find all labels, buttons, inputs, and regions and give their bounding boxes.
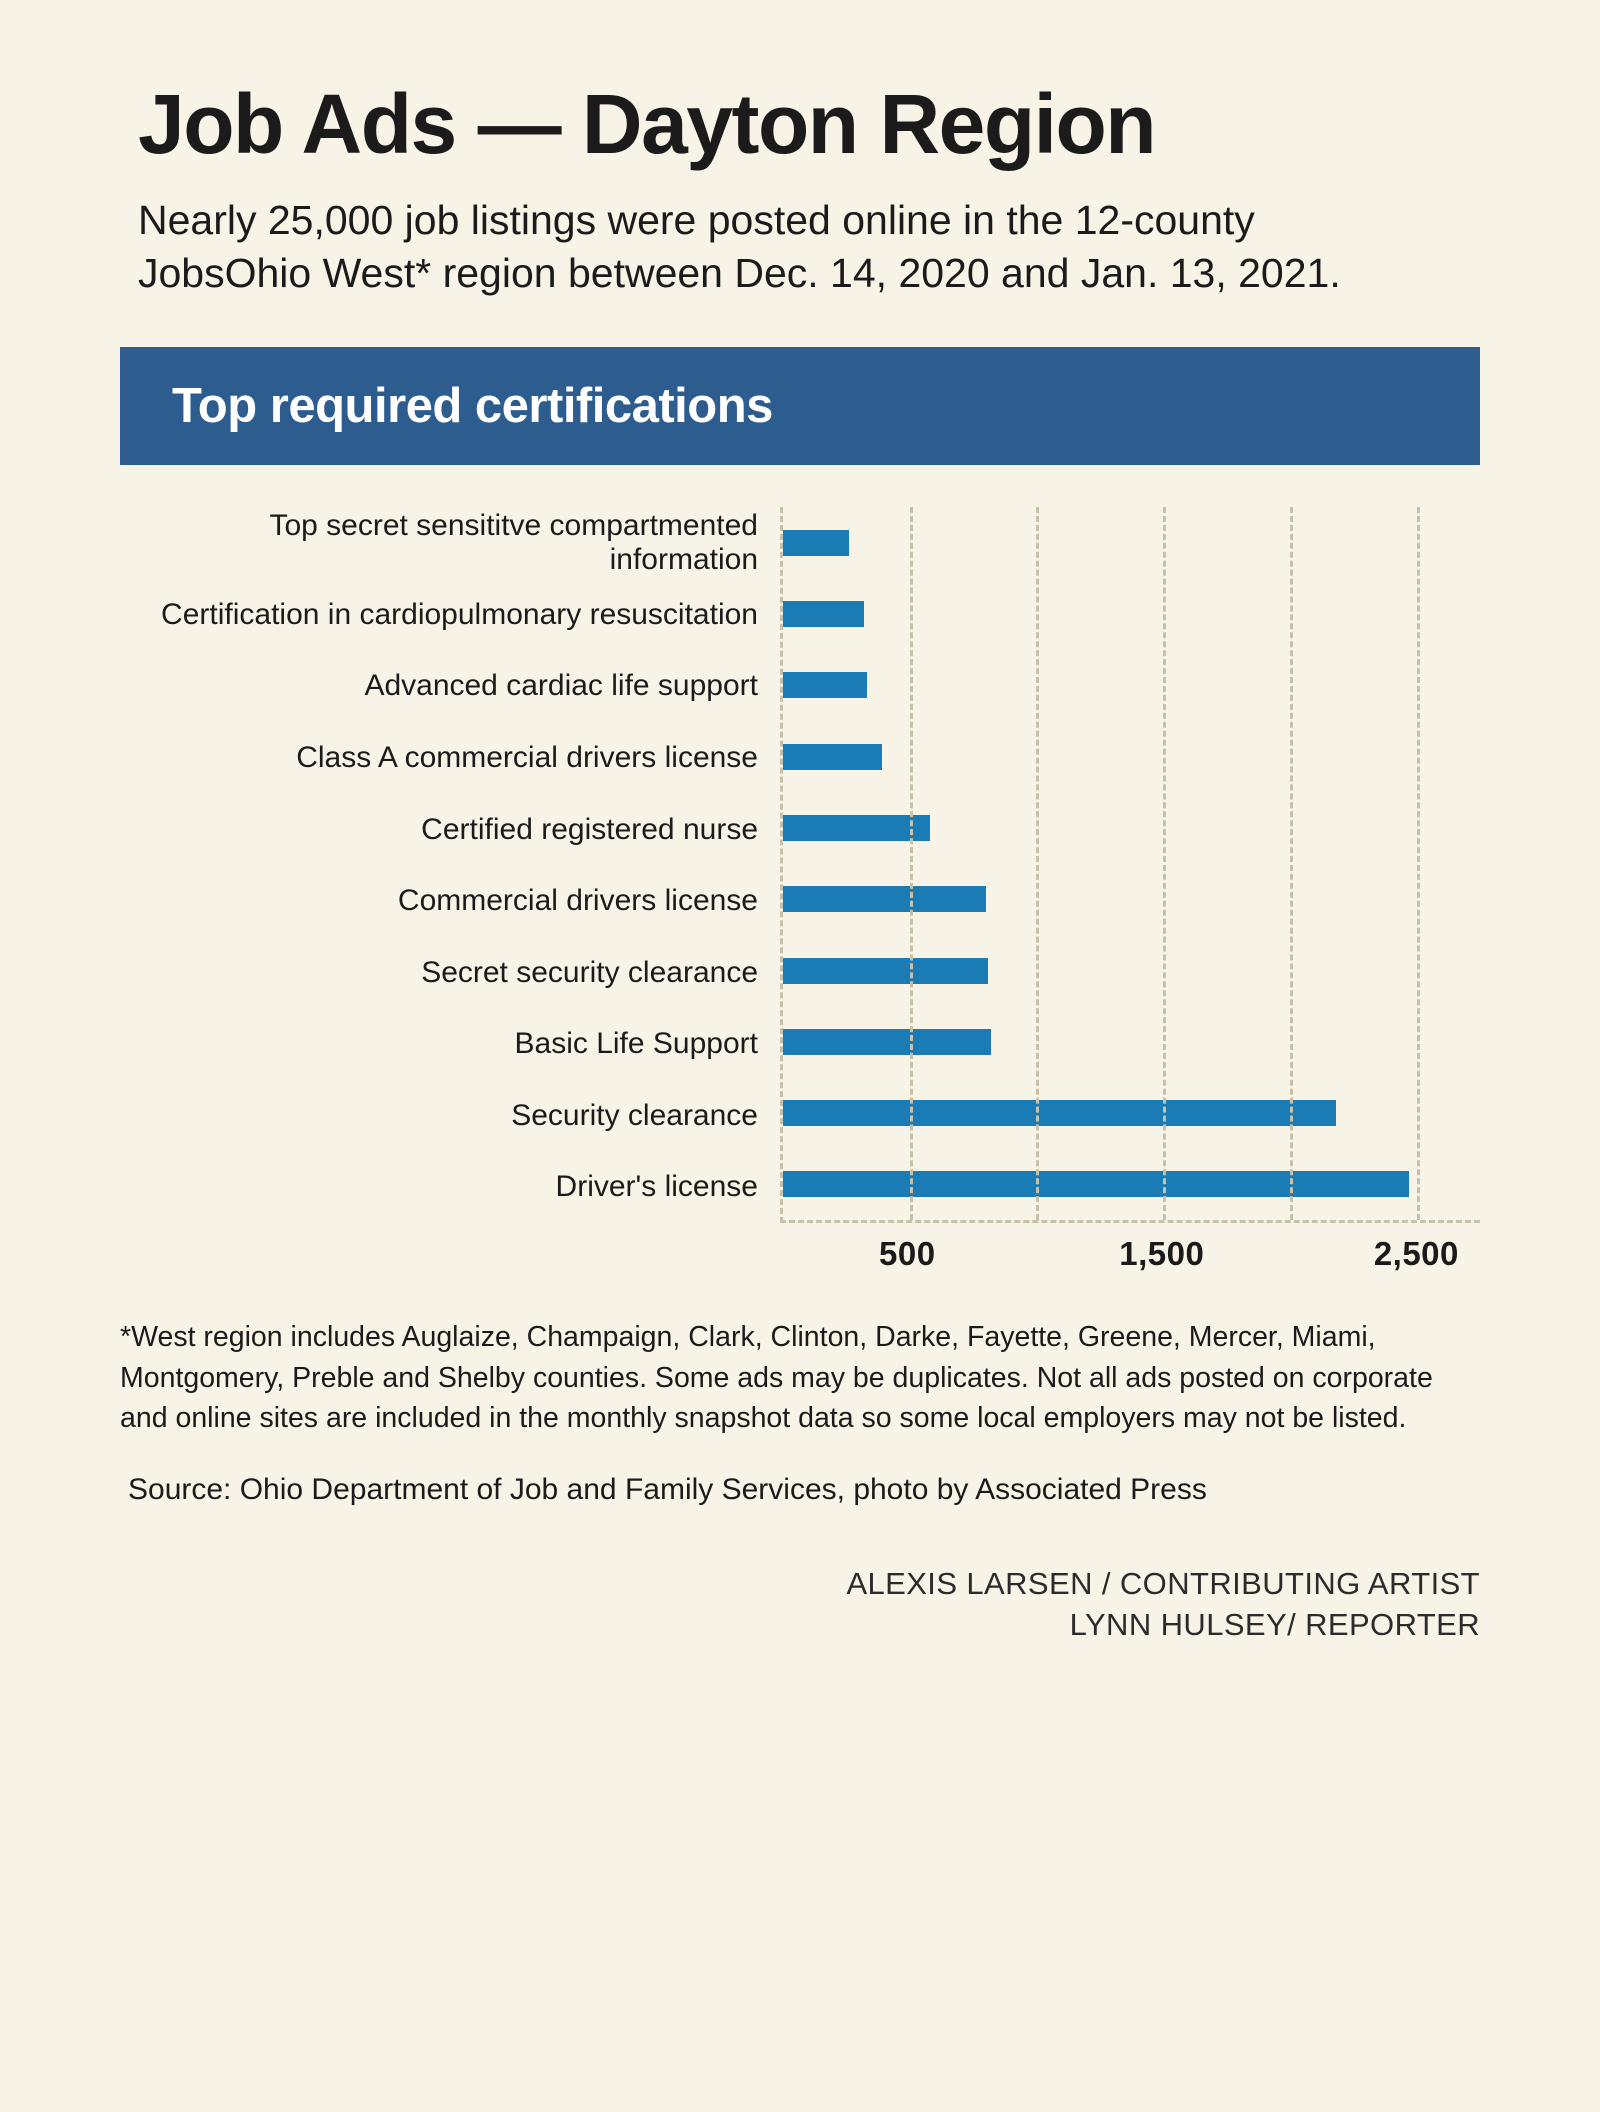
bar	[783, 1100, 1336, 1126]
bar-row	[783, 792, 1480, 863]
bar	[783, 601, 864, 627]
bar	[783, 530, 849, 556]
bar-row	[783, 650, 1480, 721]
bar-chart	[120, 507, 1480, 1307]
category-label: Secret security clearance	[421, 955, 758, 989]
gridline	[1290, 507, 1293, 1220]
bar	[783, 1171, 1409, 1197]
gridline	[1036, 507, 1039, 1220]
bar-row	[783, 864, 1480, 935]
category-labels	[120, 507, 780, 1223]
gridline	[1417, 507, 1420, 1220]
category-label: Commercial drivers license	[397, 884, 758, 918]
footnote: *West region includes Auglaize, Champaign, Clark, Clinton, Darke, Fayette, Greene, Mercer, Miami, Montgomery, Preble and Shelby counties. Some ads may be duplicates. Not all ads posted on corporate and online sites are included in the monthly snapshot data so some local employers may not be listed.	[120, 1321, 1433, 1435]
bar-row	[783, 935, 1480, 1006]
bar-row	[783, 1006, 1480, 1077]
bar-row	[783, 1078, 1480, 1149]
category-label: Driver's license	[555, 1170, 758, 1204]
bar-series	[783, 507, 1480, 1220]
category-label: Certification in cardiopulmonary resuscitation	[161, 597, 758, 631]
category-label: Class A commercial drivers license	[296, 740, 758, 774]
x-tick-label: 2,500	[1373, 1235, 1459, 1273]
category-label: Certified registered nurse	[421, 812, 758, 846]
page-title: Job Ads — Dayton Region	[138, 77, 1156, 171]
section-header-band	[120, 347, 1480, 465]
page-subtitle: Nearly 25,000 job listings were posted online in the 12-county JobsOhio West* region between Dec. 14, 2020 and Jan. 13, 2021.	[138, 197, 1341, 296]
gridline	[1163, 507, 1166, 1220]
x-tick-label: 500	[878, 1235, 936, 1273]
bar	[783, 815, 930, 841]
bar-row	[783, 721, 1480, 792]
bar	[783, 958, 988, 984]
bar	[783, 886, 986, 912]
credit-artist: ALEXIS LARSEN / CONTRIBUTING ARTIST	[846, 1565, 1480, 1601]
x-axis-ticks	[780, 1223, 1480, 1293]
category-label: Security clearance	[511, 1098, 758, 1132]
category-label: Advanced cardiac life support	[364, 669, 758, 703]
bar	[783, 744, 882, 770]
bar-row	[783, 1149, 1480, 1220]
gridline	[910, 507, 913, 1220]
bar	[783, 1029, 991, 1055]
bar-row	[783, 578, 1480, 649]
category-label: Basic Life Support	[514, 1027, 758, 1061]
x-tick-label: 1,500	[1119, 1235, 1205, 1273]
section-title: Top required certifications	[172, 379, 773, 434]
bar-row	[783, 507, 1480, 578]
plot-area	[780, 507, 1480, 1223]
category-label: Top secret sensititve compartmented information	[269, 509, 758, 576]
bar	[783, 672, 867, 698]
credits	[120, 1563, 1480, 1647]
credit-reporter: LYNN HULSEY/ REPORTER	[1069, 1607, 1480, 1643]
source-line: Source: Ohio Department of Job and Family Services, photo by Associated Press	[128, 1472, 1207, 1506]
